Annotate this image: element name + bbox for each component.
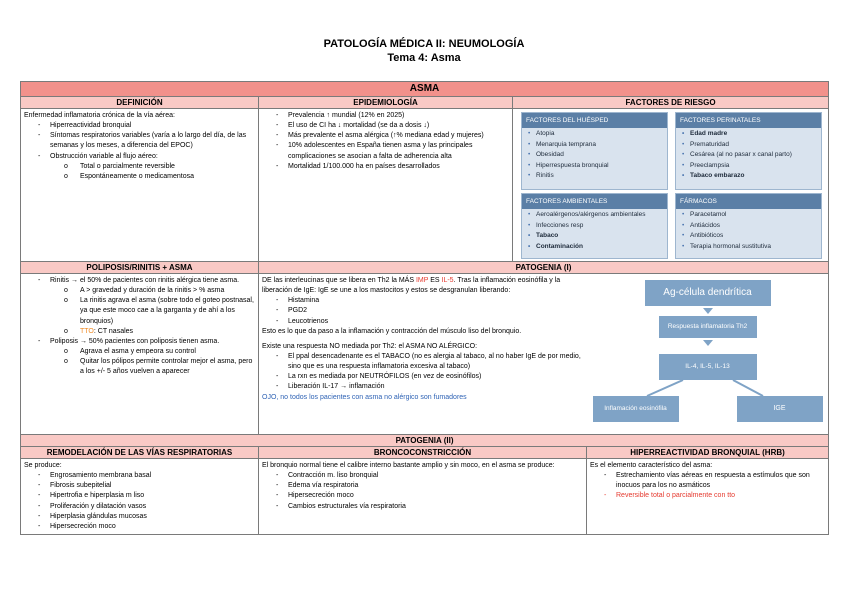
factores-ambientales-title: FACTORES AMBIENTALES: [522, 194, 667, 209]
patogenia1-heading: PATOGENIA (I): [259, 262, 829, 274]
epidemiologia-cell: [259, 109, 513, 262]
bronco-item: - Edema vía respiratoria: [262, 481, 583, 491]
epidemiologia-item: - El uso de CI ha ↓ mortalidad (se da a dosis ↓): [262, 121, 509, 131]
hrb-heading: HIPERREACTIVIDAD BRONQUIAL (HRB): [587, 447, 829, 459]
factores-huesped-box: [521, 112, 668, 190]
factor-item: • Tabaco embarazo: [676, 170, 821, 180]
poliposis-subitem: o La rinitis agrava el asma (sobre todo el goteo postnasal, ya que este moco cae a la garganta y de ahí a los bronquios): [24, 296, 255, 326]
factor-item: • Tabaco: [522, 230, 667, 240]
riesgo-heading: FACTORES DE RIESGO: [513, 97, 829, 109]
diagram-node-ag-dendritica: Ag-célula dendrítica: [645, 280, 771, 306]
hrb-cell: [587, 459, 829, 535]
riesgo-cell: [513, 109, 829, 262]
factor-item: • Terapia hormonal sustitutiva: [676, 241, 821, 251]
asma-summary-table: [20, 81, 829, 535]
tto-text: : CT nasales: [93, 327, 134, 335]
factor-item: • Paracetamol: [676, 209, 821, 219]
bronco-item: - Hipersecreción moco: [262, 491, 583, 501]
bronco-item: - Cambios estructurales vía respiratoria: [262, 502, 583, 512]
bronco-heading: BRONCOCONSTRICCIÓN: [259, 447, 587, 459]
factores-ambientales-box: [521, 193, 668, 259]
p1-text-a: DE las interleucinas que se libera en Th2 la MÁS: [262, 277, 416, 284]
definicion-item: - Obstrucción variable al flujo aéreo:: [24, 152, 255, 162]
factor-item: • Antiácidos: [676, 220, 821, 230]
factor-item: • Edad madre: [676, 128, 821, 138]
ojo-note: OJO, no todos los pacientes con asma no alérgico son fumadores: [262, 393, 467, 401]
poliposis-tto: [24, 327, 255, 337]
liberado-item: - Histamina: [262, 296, 584, 306]
patogenia1-paragraph1: [262, 276, 584, 296]
poliposis-heading: POLIPOSIS/RINITIS + ASMA: [21, 262, 259, 274]
poliposis-item: - Rinitis → el 50% de pacientes con rinitis alérgica tiene asma.: [24, 276, 255, 286]
epidemiologia-item: - Prevalencia ↑ mundial (12% en 2025): [262, 111, 509, 121]
patogenia1-paragraph3: Existe una respuesta NO mediada por Th2: el ASMA NO ALÉRGICO:: [262, 342, 478, 350]
diagram-node-eosinofila: Inflamación eosinófila: [593, 396, 679, 422]
patogenia2-heading: PATOGENIA (II): [21, 435, 829, 447]
epidemiologia-item: - Mortalidad 1/100.000 ha en países desarrollados: [262, 162, 509, 172]
bronco-cell: [259, 459, 587, 535]
patogenia1-diagram-cell: [587, 274, 829, 435]
farmacos-box: [675, 193, 822, 259]
page-title: PATOLOGÍA MÉDICA II: NEUMOLOGÍA: [323, 38, 525, 50]
factor-item: • Prematuridad: [676, 139, 821, 149]
factor-item: • Cesárea (al no pasar x canal parto): [676, 149, 821, 159]
diagram-node-ige: IGE: [737, 396, 823, 422]
hrb-red-item: - Reversible total o parcialmente con tto: [590, 491, 825, 501]
factor-item: • Obesidad: [522, 149, 667, 159]
liberado-item: - Leucotrienos: [262, 317, 584, 327]
poliposis-item: - Poliposis → 50% pacientes con poliposis tienen asma.: [24, 337, 255, 347]
epidemiologia-item: - 10% adolescentes en España tienen asma y las principales complicaciones se asocian a falta de adherencia alta: [262, 141, 509, 161]
diagram-node-th2: Respuesta inflamatoria Th2: [659, 316, 757, 338]
remodelacion-item: - Hipersecreción moco: [24, 522, 255, 532]
remodelacion-item: - Hiperplasia glándulas mucosas: [24, 512, 255, 522]
factor-item: • Infecciones resp: [522, 220, 667, 230]
section-asma-header: ASMA: [21, 82, 829, 97]
patogenia1-text-cell: [259, 274, 587, 435]
factor-item: • Hiperrespuesta bronquial: [522, 160, 667, 170]
p1-imp: IMP: [415, 277, 429, 284]
no-alergico-item: - El ppal desencadenante es el TABACO (no es alergia al tabaco, al no haber IgE de por medio, sino que es una respuesta inflamatoria excesiva al tabaco): [262, 352, 584, 372]
remodelacion-item: - Hipertrofia e hiperplasia m liso: [24, 491, 255, 501]
remodelacion-heading: REMODELACIÓN DE LAS VÍAS RESPIRATORIAS: [21, 447, 259, 459]
factor-item: • Rinitis: [522, 170, 667, 180]
factor-item: • Atopia: [522, 128, 667, 138]
bronco-item: - Contracción m. liso bronquial: [262, 471, 583, 481]
liberado-item: - PGD2: [262, 306, 584, 316]
diagram-node-interleucinas: IL-4, IL-5, IL-13: [659, 354, 757, 380]
factores-perinatales-box: [675, 112, 822, 190]
p1-text-b: . Tras la inflamación eosinófila y la liberación de IgE: IgE se une a los mastocitos y estos se desgranulan liberando:: [262, 277, 561, 295]
remodelacion-intro: Se produce:: [24, 462, 62, 469]
factor-item: • Aeroalérgenos/alérgenos ambientales: [522, 209, 667, 219]
patogenia1-paragraph2: Esto es lo que da paso a la inflamación y contracción del músculo liso del bronquio.: [262, 327, 522, 335]
definicion-subitem: o Espontáneamente o medicamentosa: [24, 172, 255, 182]
poliposis-subitem: o Quitar los pólipos permite controlar mejor el asma, pero a los +/- 5 años vuelven a aparecer: [24, 357, 255, 377]
epidemiologia-heading: EPIDEMIOLOGÍA: [259, 97, 513, 109]
remodelacion-cell: [21, 459, 259, 535]
definicion-intro: Enfermedad inflamatoria crónica de la vía aérea:: [24, 112, 175, 119]
poliposis-subitem: o A > gravedad y duración de la rinitis > % asma: [24, 286, 255, 296]
no-alergico-item: - La rxn es mediada por NEUTRÓFILOS (en vez de eosinófilos): [262, 372, 584, 382]
definicion-cell: [21, 109, 259, 262]
p1-es: ES: [428, 277, 442, 284]
factores-huesped-title: FACTORES DEL HUÉSPED: [522, 113, 667, 128]
factor-item: • Contaminación: [522, 241, 667, 251]
tto-label: TTO: [80, 327, 94, 335]
remodelacion-item: - Engrosamiento membrana basal: [24, 471, 255, 481]
factor-item: • Menarquia temprana: [522, 139, 667, 149]
remodelacion-item: - Fibrosis subepitelial: [24, 481, 255, 491]
poliposis-cell: [21, 274, 259, 435]
page-subtitle: Tema 4: Asma: [387, 52, 461, 64]
bronco-intro: El bronquio normal tiene el calibre interno bastante amplio y sin moco, en el asma se produce:: [262, 462, 555, 469]
poliposis-subitem: o Agrava el asma y empeora su control: [24, 347, 255, 357]
factor-item: • Antibióticos: [676, 230, 821, 240]
epidemiologia-item: - Más prevalente el asma alérgica (↑% mediana edad y mujeres): [262, 131, 509, 141]
definicion-subitem: o Total o parcialmente reversible: [24, 162, 255, 172]
hrb-intro: Es el elemento característico del asma:: [590, 462, 713, 469]
farmacos-title: FÁRMACOS: [676, 194, 821, 209]
definicion-heading: DEFINICIÓN: [21, 97, 259, 109]
factor-item: • Preeclampsia: [676, 160, 821, 170]
definicion-item: - Hiperreactividad bronquial: [24, 121, 255, 131]
p1-il5: IL-5: [441, 277, 454, 284]
no-alergico-item: - Liberación IL-17 → inflamación: [262, 382, 584, 392]
definicion-item: - Síntomas respiratorios variables (varía a lo largo del día, de las semanas y los meses, a diferencia del EPOC): [24, 131, 255, 151]
remodelacion-item: - Proliferación y dilatación vasos: [24, 502, 255, 512]
hrb-item: - Estrechamiento vías aéreas en respuesta a estímulos que son inocuos para los no asmáticos: [590, 471, 825, 491]
factores-perinatales-title: FACTORES PERINATALES: [676, 113, 821, 128]
